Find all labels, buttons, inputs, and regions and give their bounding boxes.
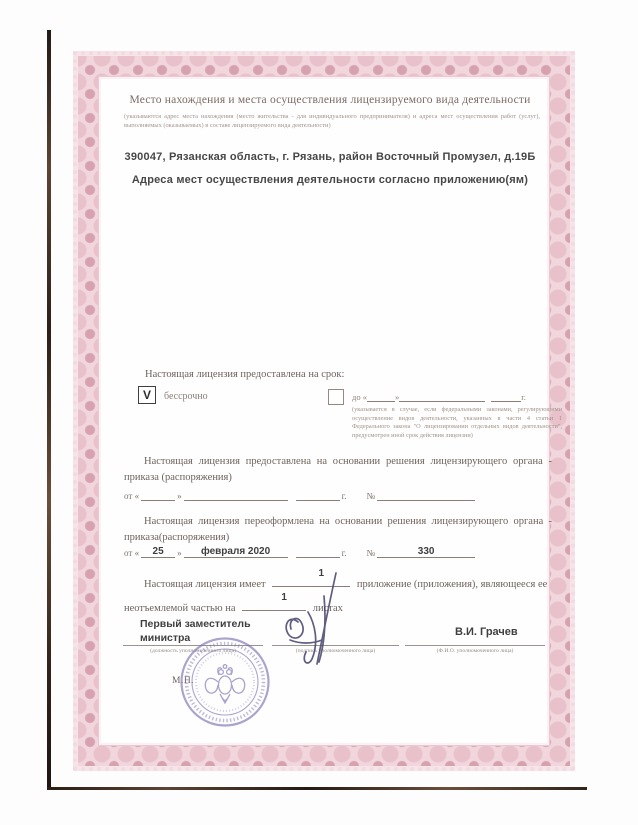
until-year-suffix: г.: [521, 392, 526, 402]
section-title-note: (указываются адрес места нахождения (место жительства - для индивидуального предпринимателя) и адреса мест осуществления работ (услуг), выполняемых (оказываемых) в составе лицензируемого вида деятельности): [124, 113, 540, 129]
eagle-emblem: [205, 665, 244, 703]
term-label: Настоящая лицензия предоставлена на срок:: [145, 369, 345, 380]
until-date-row: [352, 390, 526, 402]
granted-paragraph: Настоящая лицензия предоставлена на основании решения лицензирующего органа - приказа (распоряжения): [124, 456, 552, 483]
official-name: В.И. Грачев: [455, 626, 518, 638]
reissued-day-value: 25: [152, 546, 164, 557]
activity-addresses-note: Адреса мест осуществления деятельности согласно приложению(ям): [131, 174, 529, 186]
handwritten-signature: [278, 570, 358, 670]
until-month-blank: [399, 390, 485, 402]
signature-caption: (подпись уполномоченного лица): [295, 647, 376, 654]
granted-number-blank: [377, 489, 475, 501]
until-quote-close: »: [394, 392, 400, 402]
position-caption: (должность уполномоченного лица): [150, 647, 236, 654]
until-prefix: до «: [352, 392, 367, 402]
reissued-number-value: 330: [417, 546, 435, 557]
official-position-line2: министра: [140, 632, 191, 644]
reissued-day-blank: [141, 546, 175, 558]
checkbox-indefinite-mark: V: [142, 388, 151, 402]
official-seal-stamp: [178, 635, 272, 729]
granted-date-row: [122, 489, 475, 501]
reissued-number-blank: [377, 546, 475, 558]
reissued-year-blank: [296, 546, 340, 558]
granted-year-label: г.: [341, 491, 347, 501]
reissued-date-row: [122, 546, 475, 558]
until-day-blank: [367, 390, 395, 402]
checkbox-until-date: [328, 389, 344, 405]
indefinite-label: бессрочно: [164, 391, 208, 402]
until-year-blank: [491, 390, 521, 402]
official-position-line1: Первый заместитель: [140, 618, 251, 630]
attachments-part2: приложение (приложения), являющееся ее: [356, 579, 548, 590]
section-title: Место нахождения и места осуществления лицензируемого вида деятельности: [129, 94, 531, 106]
page-spine-edge: [47, 30, 51, 788]
attachments-part4: листах: [312, 603, 343, 614]
attachments-count-value: 1: [318, 568, 324, 579]
until-note: (указывается в случае, если федеральными законами, регулирующими осуществление видов деятельности, указанных в части 4 статьи 1 Федерального закона "О лицензировании отдельных видов деятельности", предусмотрен иной срок действия лицензии): [352, 406, 562, 439]
name-caption: (Ф.И.О. уполномоченного лица): [436, 647, 514, 654]
checkbox-indefinite: [138, 386, 156, 404]
license-address: 390047, Рязанская область, г. Рязань, район Восточный Промузел, д.19Б: [124, 151, 536, 163]
reissued-quote-close: »: [177, 548, 182, 558]
granted-number-sign: №: [366, 491, 376, 501]
name-line: [405, 645, 545, 654]
reissued-year-label: г.: [341, 548, 347, 558]
granted-from-label: от «: [124, 491, 140, 501]
reissued-paragraph: Настоящая лицензия переоформлена на основании решения лицензирующего органа - приказа(распоряжения): [124, 516, 552, 543]
seal-place-label: М.П.: [172, 676, 195, 686]
granted-year-blank: [296, 489, 340, 501]
granted-quote-close: »: [177, 491, 182, 501]
granted-month-blank: [184, 489, 288, 501]
reissued-number-sign: №: [366, 548, 376, 558]
attachments-part3: неотъемлемой частью на: [124, 603, 236, 614]
page-bottom-edge: [47, 787, 587, 790]
reissued-from-label: от «: [124, 548, 140, 558]
attachments-part1: Настоящая лицензия имеет: [144, 579, 266, 590]
reissued-month-blank: [184, 546, 288, 558]
attachments-sheets-value: 1: [281, 592, 287, 603]
reissued-month-value: февраля 2020: [200, 546, 271, 557]
granted-day-blank: [141, 489, 175, 501]
